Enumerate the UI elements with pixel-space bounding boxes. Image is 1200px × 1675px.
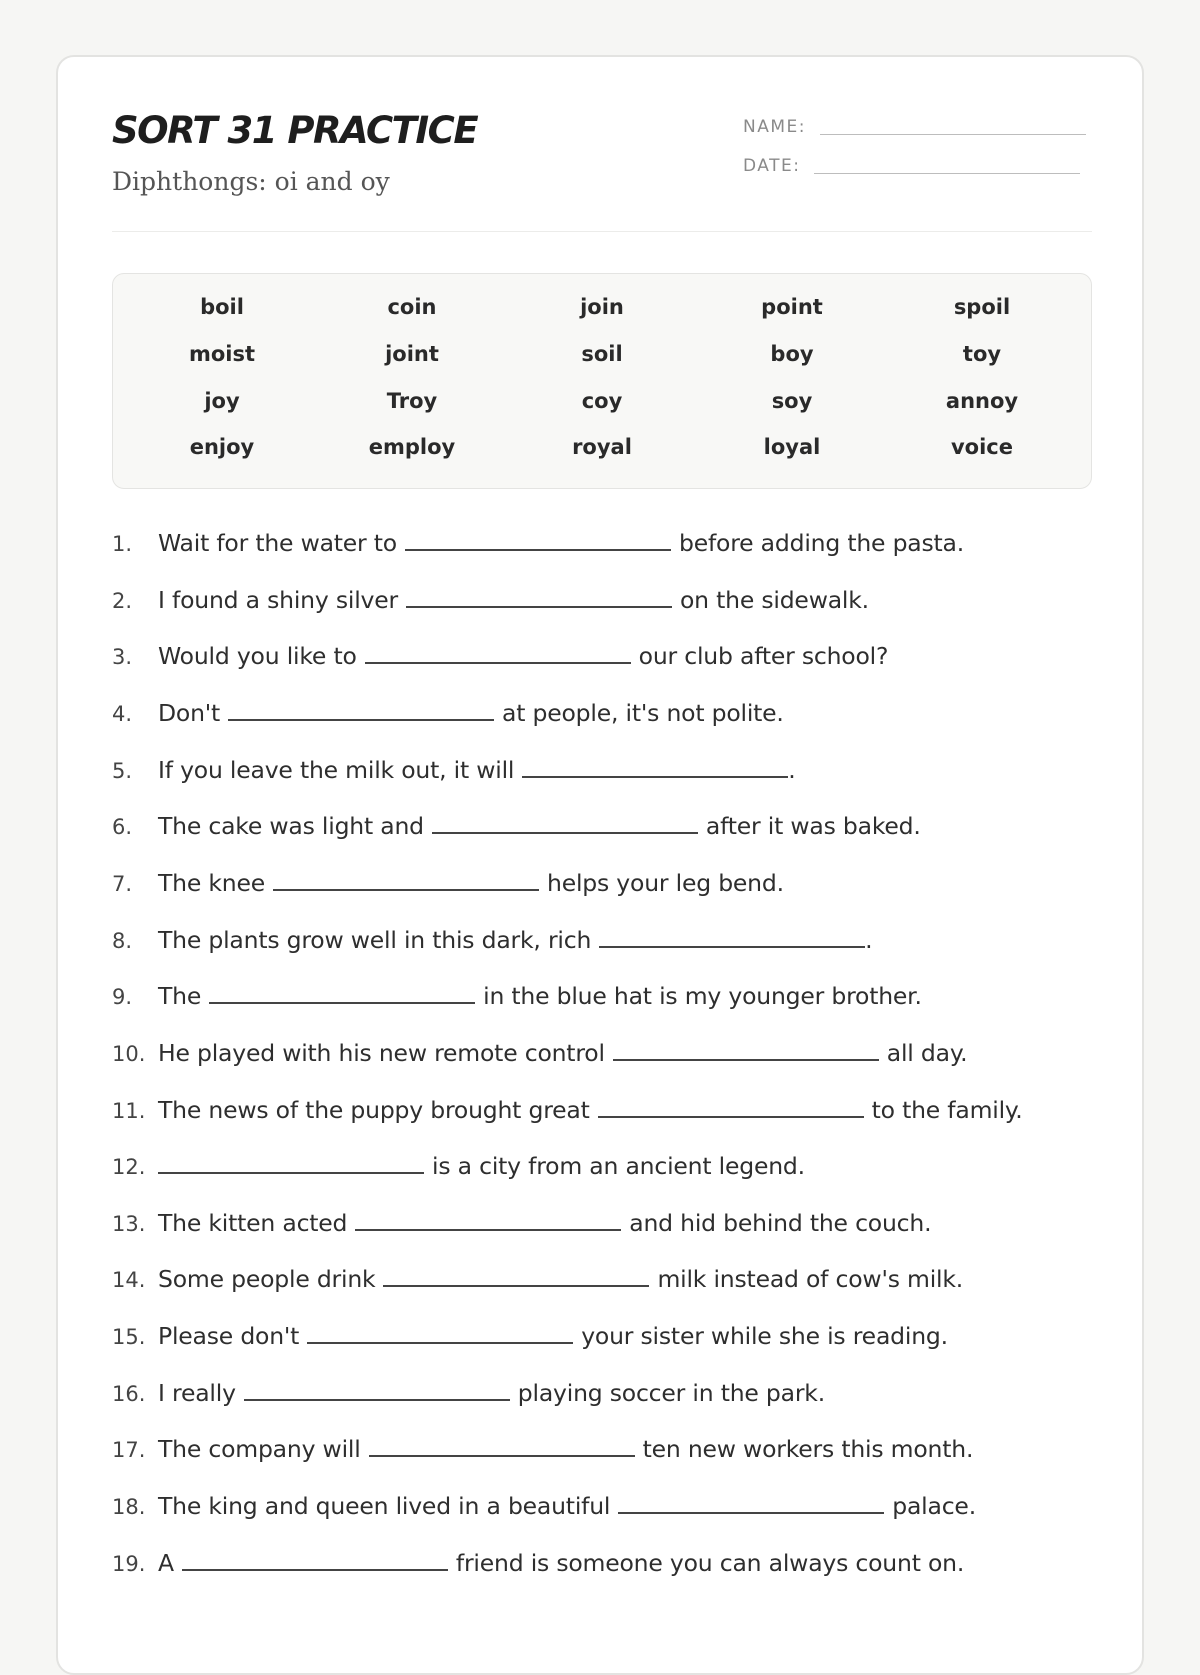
question-number: 9. (112, 985, 133, 1010)
answer-blank[interactable] (432, 814, 698, 834)
name-field[interactable] (743, 117, 1086, 137)
question-text-before: I really (158, 1378, 236, 1407)
question-text-before: Please don't (158, 1322, 300, 1351)
question-number: 15. (112, 1325, 146, 1350)
question-text-after: ten new workers this month. (642, 1435, 974, 1464)
question-number: 12. (112, 1155, 146, 1180)
question-number: 3. (112, 645, 133, 670)
word-bank-word: loyal (763, 435, 821, 459)
question-text-after: is a city from an ancient legend. (432, 1152, 805, 1181)
question-item (112, 1265, 963, 1293)
question-text-after: our club after school? (638, 642, 889, 671)
word-bank-word: voice (950, 435, 1013, 459)
word-bank (112, 273, 1092, 489)
question-text-before: Don't (158, 698, 221, 727)
question-item (112, 1096, 1023, 1124)
answer-blank[interactable] (599, 928, 865, 948)
name-label: NAME: (743, 117, 806, 137)
question-number: 14. (112, 1268, 146, 1293)
question-text-before: Wait for the water to (158, 529, 397, 557)
answer-blank[interactable] (618, 1494, 884, 1514)
word-bank-word: annoy (945, 389, 1019, 413)
date-label: DATE: (743, 156, 801, 176)
question-text-before: If you leave the milk out, it will (158, 755, 515, 784)
word-bank-word: join (580, 295, 624, 319)
question-item (112, 982, 922, 1010)
question-text-after: and hid behind the couch. (629, 1208, 932, 1237)
question-item (112, 869, 784, 897)
question-number: 8. (112, 928, 133, 953)
question-text-after: after it was baked. (705, 812, 921, 841)
question-number: 7. (112, 871, 133, 896)
question-text-after: helps your leg bend. (547, 868, 784, 897)
question-number: 5. (112, 758, 133, 783)
answer-blank[interactable] (228, 701, 494, 721)
question-text-after: your sister while she is reading. (581, 1322, 948, 1351)
question-item (112, 812, 921, 840)
word-bank-word: royal (572, 435, 632, 459)
question-item (112, 926, 872, 954)
answer-blank[interactable] (522, 758, 788, 778)
answer-blank[interactable] (355, 1211, 621, 1231)
question-text-before: He played with his new remote control (158, 1038, 605, 1067)
question-item (112, 1435, 973, 1463)
answer-blank[interactable] (209, 984, 475, 1004)
question-text-after: in the blue hat is my younger brother. (483, 982, 922, 1011)
question-number: 4. (112, 701, 133, 726)
question-item (112, 642, 888, 670)
question-number: 6. (112, 815, 133, 840)
word-bank-word: toy (962, 342, 1002, 366)
word-bank-word: coin (387, 295, 437, 319)
answer-blank[interactable] (182, 1551, 448, 1571)
question-text-after: playing soccer in the park. (517, 1378, 825, 1407)
answer-blank[interactable] (598, 1098, 864, 1118)
question-text-before: A (158, 1548, 174, 1577)
word-bank-word: Troy (386, 389, 438, 413)
question-number: 18. (112, 1495, 146, 1520)
answer-blank[interactable] (369, 1437, 635, 1457)
question-text-before: The (158, 982, 202, 1011)
question-item (112, 1322, 948, 1350)
word-bank-word: joint (385, 342, 439, 366)
question-number: 19. (112, 1551, 146, 1576)
question-text-after: palace. (892, 1492, 976, 1521)
word-bank-word: soil (581, 342, 623, 366)
word-bank-word: employ (368, 435, 456, 459)
question-item (112, 1492, 976, 1520)
question-text-before: The knee (158, 868, 265, 897)
question-text-before: Would you like to (158, 642, 357, 671)
question-item (112, 756, 796, 784)
word-bank-word: moist (188, 342, 256, 366)
question-text-before: I found a shiny silver (158, 585, 398, 614)
answer-blank[interactable] (307, 1324, 573, 1344)
word-bank-word: point (761, 295, 823, 319)
question-text-after: milk instead of cow's milk. (657, 1265, 964, 1294)
question-text-before: The news of the puppy brought great (158, 1095, 590, 1124)
question-item (112, 1209, 931, 1237)
word-bank-word: joy (204, 389, 240, 413)
question-number: 17. (112, 1438, 146, 1463)
answer-blank[interactable] (158, 1154, 424, 1174)
word-bank-word: boy (770, 342, 814, 366)
answer-blank[interactable] (244, 1381, 510, 1401)
question-number: 13. (112, 1211, 146, 1236)
question-item (112, 1152, 805, 1180)
date-line[interactable] (814, 173, 1080, 174)
question-text-after: friend is someone you can always count on. (455, 1548, 965, 1577)
header-divider (112, 231, 1092, 232)
worksheet (56, 55, 1144, 1675)
answer-blank[interactable] (365, 644, 631, 664)
question-text-before: The kitten acted (158, 1208, 348, 1237)
question-text-after: all day. (886, 1038, 968, 1067)
question-item (112, 1379, 825, 1407)
answer-blank[interactable] (613, 1041, 879, 1061)
word-bank-word: boil (200, 295, 244, 319)
question-text-before: The plants grow well in this dark, rich (158, 925, 592, 954)
question-text-before: The king and queen lived in a beautiful (158, 1492, 611, 1521)
worksheet-title: SORT 31 PRACTICE (112, 109, 478, 152)
date-field[interactable] (743, 156, 1080, 176)
question-text-before: The company will (158, 1435, 361, 1464)
answer-blank[interactable] (406, 588, 672, 608)
question-number: 11. (112, 1098, 146, 1123)
question-number: 1. (112, 532, 133, 556)
answer-blank[interactable] (383, 1267, 649, 1287)
question-item (112, 1549, 964, 1577)
worksheet-subtitle: Diphthongs: oi and oy (112, 167, 390, 196)
answer-blank[interactable] (273, 871, 539, 891)
question-text-after: on the sidewalk. (679, 585, 869, 614)
question-item (112, 699, 784, 727)
question-text-before: Some people drink (158, 1265, 376, 1294)
question-number: 10. (112, 1041, 146, 1066)
question-text-before: The cake was light and (158, 812, 424, 841)
question-text-after: to the family. (871, 1095, 1023, 1124)
answer-blank[interactable] (405, 531, 671, 551)
word-bank-word: soy (771, 389, 813, 413)
word-bank-word: enjoy (189, 435, 255, 459)
question-text-after: . (865, 925, 873, 954)
question-number: 16. (112, 1381, 146, 1406)
question-item (112, 529, 964, 557)
question-text-after: . (788, 755, 796, 784)
question-text-after: before adding the pasta. (678, 529, 965, 557)
question-text-after: at people, it's not polite. (502, 698, 784, 727)
question-item (112, 586, 869, 614)
question-number: 2. (112, 588, 133, 613)
name-line[interactable] (820, 134, 1086, 135)
word-bank-word: spoil (953, 295, 1011, 319)
word-bank-word: coy (581, 389, 623, 413)
question-item (112, 1039, 967, 1067)
